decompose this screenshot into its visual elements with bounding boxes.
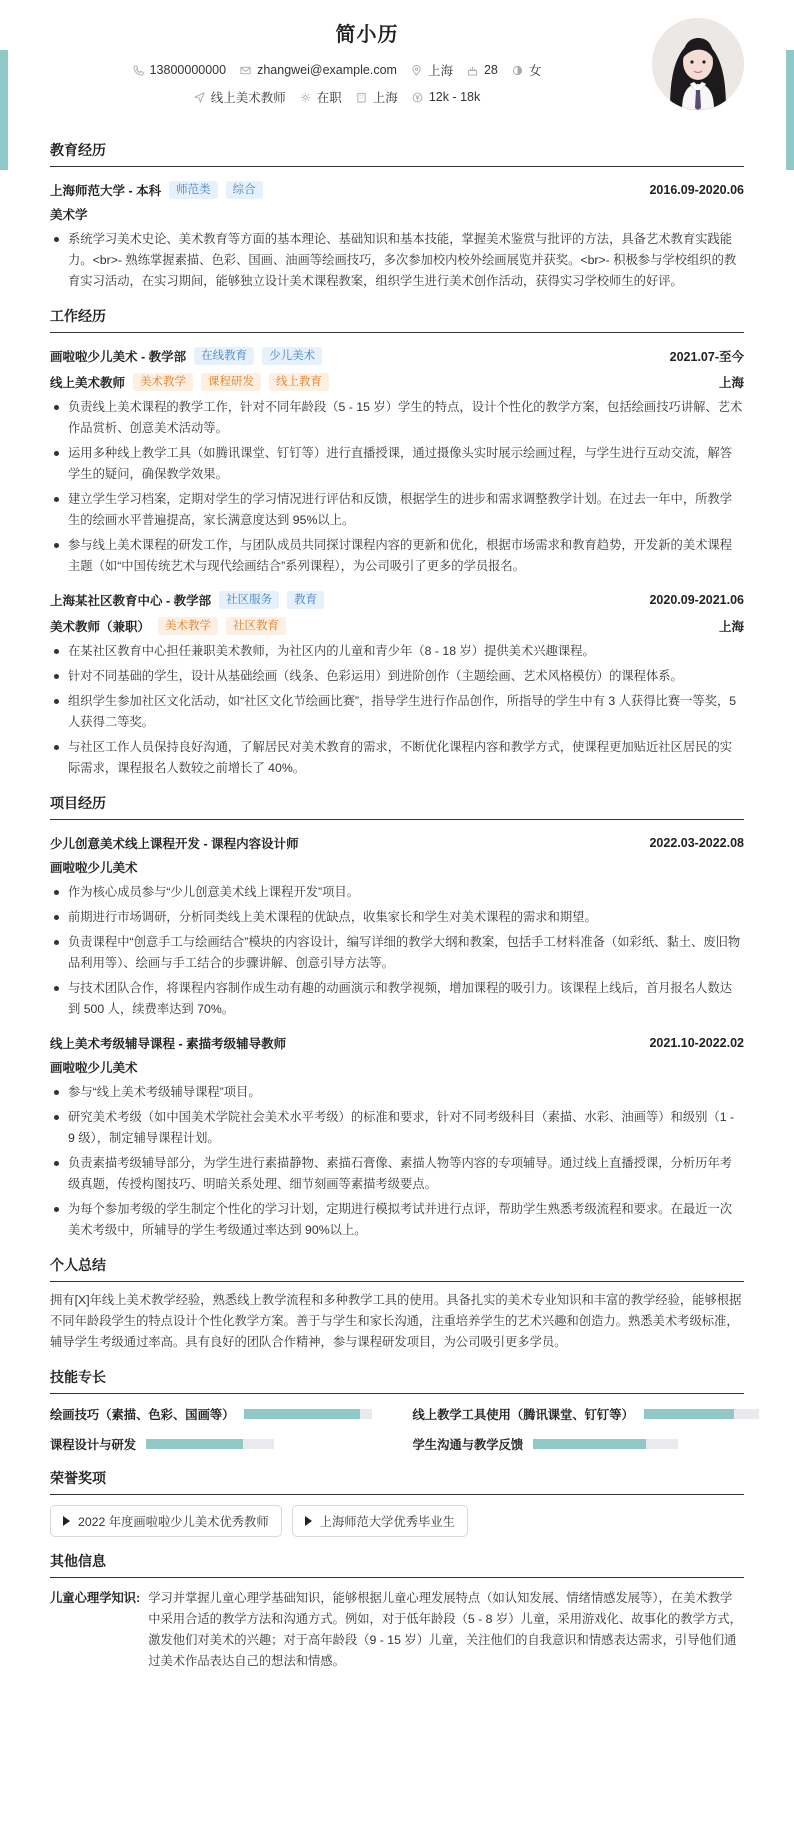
other-item: [50, 1588, 744, 1672]
work-bullet: 参与线上美术课程的研发工作，与团队成员共同探讨课程内容的更新和优化，根据市场需求和教育趋势，开发新的美术课程主题（如“中国传统艺术与现代绘画结合”系列课程），为公司吸引了更多的学员报名。: [50, 535, 744, 577]
gear-icon: [300, 92, 311, 103]
role-name: 美术教师（兼职）: [50, 620, 151, 634]
project-entry-header: [50, 830, 744, 856]
work-section: [50, 306, 744, 779]
company-name: 上海某社区教育中心 - 教学部: [50, 594, 212, 608]
location-icon: [411, 65, 422, 76]
work-location: 上海: [718, 620, 744, 634]
city-info: [411, 61, 453, 79]
summary-title: 个人总结: [50, 1255, 744, 1282]
work-entry-header: [50, 343, 744, 369]
project-bullet: 为每个参加考级的学生制定个性化的学习计划，定期进行模拟考试并进行点评，帮助学生熟悉考级流程和要求。在最近一次美术考级中，所辅导的学生考级通过率达到 90%以上。: [50, 1199, 744, 1241]
work-bullet: 组织学生参加社区文化活动，如“社区文化节绘画比赛”，指导学生进行作品创作，所指导的学生中有 3 人获得比赛一等奖，5 人获得二等奖。: [50, 691, 744, 733]
role-tag: 美术教学: [158, 617, 218, 635]
skill-label: 学生沟通与教学反馈: [412, 1438, 524, 1452]
project-bullet: 前期进行市场调研，分析同类线上美术课程的优缺点，收集家长和学生对美术课程的需求和期望。: [50, 907, 744, 928]
send-icon: [194, 92, 205, 103]
company-name: 画啦啦少儿美术 - 教学部: [50, 350, 187, 364]
project-entry-header: [50, 1030, 744, 1056]
work-bullet: 与社区工作人员保持良好沟通，了解居民对美术教育的需求，不断优化课程内容和教学方式，使课程更加贴近社区居民的实际需求，课程报名人数较之前增长了 40%。: [50, 737, 744, 779]
skill-bar: [244, 1409, 372, 1419]
candidate-name: 简小历: [335, 24, 399, 46]
status-text: 在职: [316, 91, 342, 105]
skill-item: [412, 1434, 758, 1454]
skill-bar-fill: [533, 1439, 646, 1449]
honors-list: [50, 1505, 744, 1537]
role-tag: 社区教育: [226, 617, 286, 635]
work-title: 工作经历: [50, 306, 744, 333]
honor-chip: [50, 1505, 282, 1537]
skill-bar-fill: [244, 1409, 359, 1419]
gender-info: [512, 61, 542, 79]
cake-icon: [467, 65, 478, 76]
major: 美术学: [50, 208, 88, 222]
gender-icon: [512, 65, 523, 76]
school-tag: 综合: [226, 181, 263, 199]
role-tag: 美术教学: [133, 373, 193, 391]
role-row: [50, 613, 744, 639]
other-value: 学习并掌握儿童心理学基础知识，能够根据儿童心理发展特点（如认知发展、情绪情感发展等），在美术教学中采用合适的教学方法和沟通方式。例如，对于低年龄段（5 - 8 岁）儿童，采用游戏化、故事化的教学方式，激发他们对美术的兴趣；对于高年龄段（9 - 15 岁）儿童，关注他们的自我意识和情感表达需求，引导他们通过美术作品表达自己的想法和情感。: [148, 1591, 742, 1668]
work-bullet: 负责线上美术课程的教学工作，针对不同年龄段（5 - 15 岁）学生的特点，设计个性化的教学方案，包括绘画技巧讲解、艺术作品赏析、创意美术活动等。: [50, 397, 744, 439]
phone-icon: [133, 65, 144, 76]
education-date: 2016.09-2020.06: [649, 183, 744, 197]
money-icon: [412, 92, 423, 103]
target-city-text: 上海: [372, 91, 398, 105]
skill-item: [50, 1404, 372, 1424]
project-bullet: 负责素描考级辅导部分，为学生进行素描静物、素描石膏像、素描人物等内容的专项辅导。通过线上直播授课，分析历年考级真题，传授构图技巧、明暗关系处理、细节刻画等素描考级要点。: [50, 1153, 744, 1195]
role-row: [50, 369, 744, 395]
mail-icon: [240, 65, 251, 76]
skill-bar: [146, 1439, 274, 1449]
honor-chip: [292, 1505, 468, 1537]
honors-section: [50, 1468, 744, 1537]
company-tag: 少儿美术: [262, 347, 322, 365]
work-bullet: 建立学生学习档案，定期对学生的学习情况进行评估和反馈，根据学生的进步和需求调整教学计划。在过去一年中，所教学生的绘画水平普遍提高，家长满意度达到 95%以上。: [50, 489, 744, 531]
projects-section: [50, 793, 744, 1241]
education-title: 教育经历: [50, 140, 744, 167]
education-entry-header: [50, 177, 744, 203]
company-tag: 教育: [287, 591, 324, 609]
honors-title: 荣誉奖项: [50, 1468, 744, 1495]
project-name: 线上美术考级辅导课程 - 素描考级辅导教师: [50, 1037, 287, 1051]
building-icon: [356, 92, 367, 103]
project-date: 2021.10-2022.02: [649, 1036, 744, 1050]
project-bullet: 与技术团队合作，将课程内容制作成生动有趣的动画演示和教学视频，增加课程的吸引力。该课程上线后，首月报名人数达到 500 人，续费率达到 70%。: [50, 978, 744, 1020]
job-title-info: [194, 88, 286, 106]
play-triangle-icon: [63, 1516, 70, 1526]
project-name: 少儿创意美术线上课程开发 - 课程内容设计师: [50, 837, 299, 851]
work-bullet: 针对不同基础的学生，设计从基础绘画（线条、色彩运用）到进阶创作（主题绘画、艺术风格模仿）的课程体系。: [50, 666, 744, 687]
job-intent-row: [50, 88, 624, 106]
projects-title: 项目经历: [50, 793, 744, 820]
skill-bar-fill: [644, 1409, 734, 1419]
skill-bar: [533, 1439, 678, 1449]
role-tag: 课程研发: [201, 373, 261, 391]
salary-info: [412, 88, 480, 106]
skills-title: 技能专长: [50, 1367, 744, 1394]
play-triangle-icon: [305, 1516, 312, 1526]
skill-item: [50, 1434, 372, 1454]
city-text: 上海: [427, 64, 453, 78]
project-org: 画啦啦少儿美术: [50, 1061, 138, 1075]
skills-grid: [50, 1404, 744, 1454]
email-text: zhangwei@example.com: [257, 63, 397, 77]
company-tag: 社区服务: [219, 591, 279, 609]
contact-row: [50, 61, 624, 79]
role-name: 线上美术教师: [50, 376, 126, 390]
other-key: 儿童心理学知识:: [50, 1591, 141, 1605]
avatar-photo: [652, 18, 744, 110]
work-bullet: 在某社区教育中心担任兼职美术教师，为社区内的儿童和青少年（8 - 18 岁）提供美术兴趣课程。: [50, 641, 744, 662]
work-entry-header: [50, 587, 744, 613]
skill-label: 课程设计与研发: [50, 1438, 137, 1452]
honor-text: 2022 年度画啦啦少儿美术优秀教师: [78, 1515, 269, 1529]
project-org: 画啦啦少儿美术: [50, 861, 138, 875]
work-entry: [50, 587, 744, 779]
skills-section: [50, 1367, 744, 1454]
phone-text: 13800000000: [149, 63, 227, 77]
project-bullet: 作为核心成员参与“少儿创意美术线上课程开发”项目。: [50, 882, 744, 903]
skill-bar-fill: [146, 1439, 243, 1449]
skill-label: 线上教学工具使用（腾讯课堂、钉钉等）: [412, 1408, 634, 1422]
education-bullet: 系统学习美术史论、美术教育等方面的基本理论、基础知识和基本技能，掌握美术鉴赏与批评的方法，具备艺术教育实践能力。<br>- 熟练掌握素描、色彩、国画、油画等绘画技巧，多次参加校内校外绘画展览并获奖。<br>- 积极参与学校组织的教育实习活动，在实习期间，能够独立设计美术课程教案，组织学生进行美术创作活动，获得实习学校师生的好评。: [50, 229, 744, 292]
project-bullet: 负责课程中“创意手工与绘画结合”模块的内容设计，编写详细的教学大纲和教案，包括手工材料准备（如彩纸、黏土、废旧物品利用等）、绘画与手工结合的步骤讲解、创意引导方法等。: [50, 932, 744, 974]
age-info: [467, 61, 498, 79]
school-tag: 师范类: [169, 181, 218, 199]
education-section: [50, 140, 744, 292]
phone-info: [133, 61, 226, 79]
work-bullet: 运用多种线上教学工具（如腾讯课堂、钉钉等）进行直播授课，通过摄像头实时展示绘画过程，与学生进行互动交流，解答学生的疑问，确保教学效果。: [50, 443, 744, 485]
age-text: 28: [483, 63, 498, 77]
target-city-info: [356, 88, 398, 106]
other-title: 其他信息: [50, 1551, 744, 1578]
work-entry: [50, 343, 744, 577]
other-section: [50, 1551, 744, 1672]
email-info: [240, 61, 397, 79]
job-title-text: 线上美术教师: [210, 91, 286, 105]
education-entry: [50, 177, 744, 292]
gender-text: 女: [528, 64, 542, 78]
summary-text: 拥有[X]年线上美术教学经验，熟悉线上教学流程和多种教学工具的使用。具备扎实的美术专业知识和丰富的教学经验，能够根据不同年龄段学生的特点设计个性化教学方案。善于与学生和家长沟通，注重培养学生的艺术兴趣和创造力。熟悉美术考级标准，辅导学生考级通过率高。具有良好的团队合作精神，参与课程研发项目，为公司吸引更多学员。: [50, 1293, 742, 1349]
project-date: 2022.03-2022.08: [649, 836, 744, 850]
salary-text: 12k - 18k: [428, 90, 481, 104]
skill-item: [412, 1404, 758, 1424]
summary-section: [50, 1255, 744, 1353]
work-date: 2020.09-2021.06: [649, 593, 744, 607]
skill-bar: [644, 1409, 759, 1419]
resume-header: [50, 0, 744, 130]
project-entry: [50, 830, 744, 1020]
project-bullet: 研究美术考级（如中国美术学院社会美术水平考级）的标准和要求，针对不同考级科目（素描、水彩、油画等）和级别（1 - 9 级），制定辅导课程计划。: [50, 1107, 744, 1149]
project-bullet: 参与“线上美术考级辅导课程”项目。: [50, 1082, 744, 1103]
skill-label: 绘画技巧（素描、色彩、国画等）: [50, 1408, 235, 1422]
role-tag: 线上教育: [269, 373, 329, 391]
school-name: 上海师范大学 - 本科: [50, 184, 162, 198]
company-tag: 在线教育: [194, 347, 254, 365]
project-entry: [50, 1030, 744, 1241]
work-date: 2021.07-至今: [669, 350, 744, 364]
work-location: 上海: [718, 376, 744, 390]
honor-text: 上海师范大学优秀毕业生: [319, 1515, 455, 1529]
status-info: [300, 88, 342, 106]
